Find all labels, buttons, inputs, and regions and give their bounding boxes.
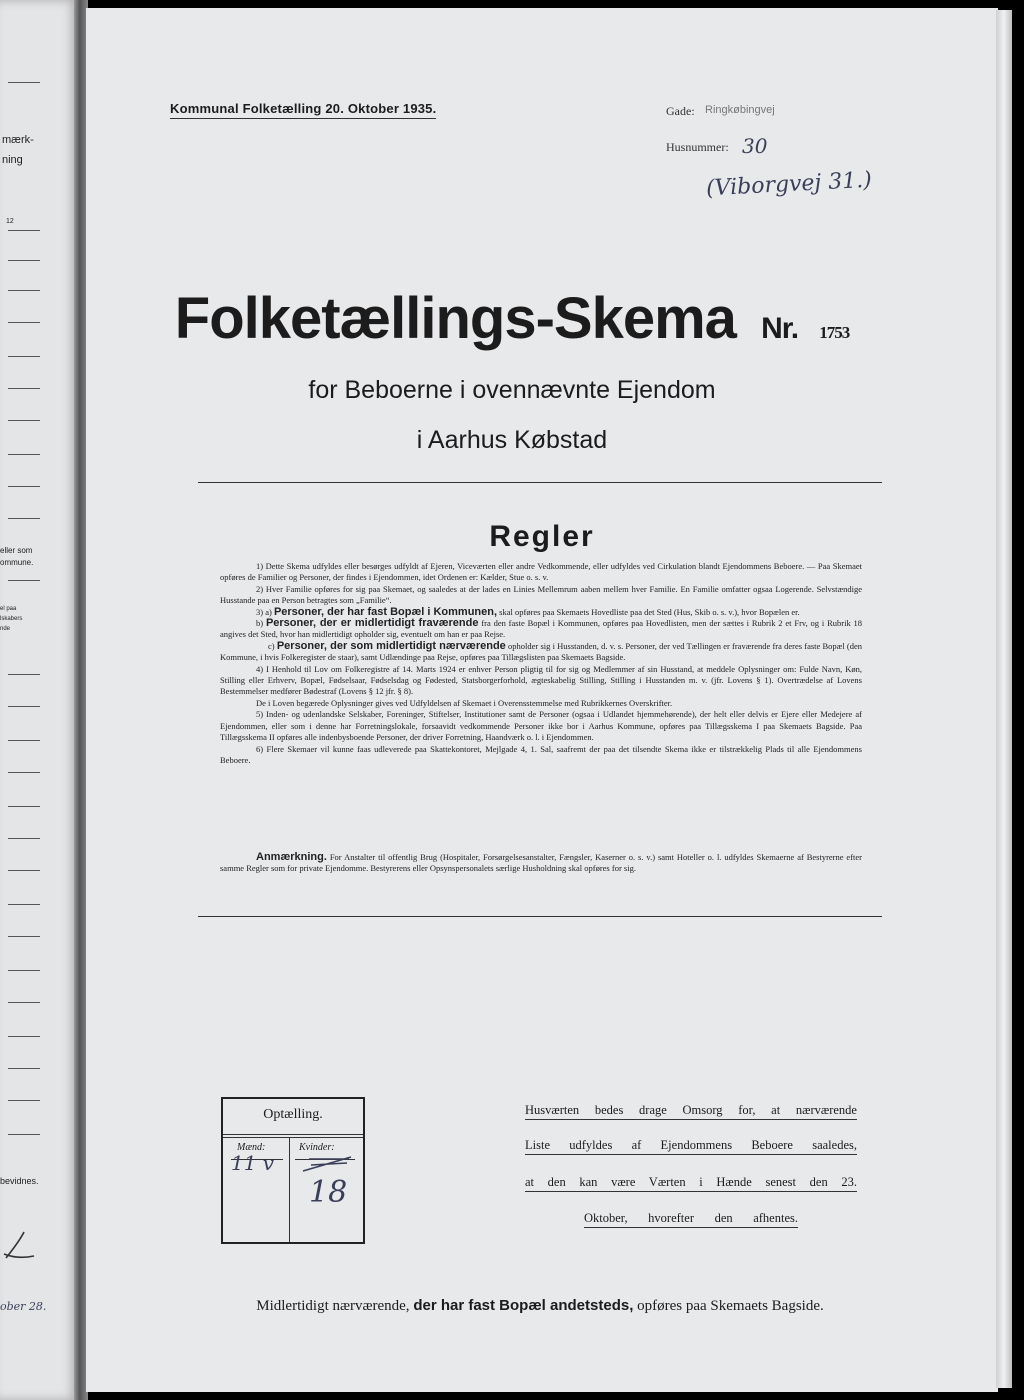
street-value: Ringkøbingvej (705, 104, 775, 116)
rule-4: 4) I Henhold til Lov om Folkeregistre af 14. Marts 1924 er enhver Person pligtig til for sig og Medlemmer af sin Husstand, at meddele Oplysninger om: Fulde Navn, Køn, Stilling eller Erhverv, Bopæl, Fødselsaar, Fødselsdag og Fødested, Statsborgerforhold, ægteskabelig Stilling, Stilling i Husstanden m. v. (jfr. Lovens § 1). Overtrædelse af Lovens Bestemmelser medfører Bødestraf (Lovens § 12 jfr. § 8). (220, 663, 862, 697)
street-label: Gade: (666, 104, 695, 118)
men-label: Mænd: (237, 1142, 266, 1153)
form-number-label: Nr. (761, 312, 799, 345)
landlord-notice-line-3: at den kan være Værten i Hænde senest den 23. (525, 1175, 857, 1192)
rule-3c: c) Personer, der som midlertidigt nærværende opholder sig i Husstanden, d. v. s. Personer, der ved Tællingen er fraværende fra deres faste Bopæl (den Kommune, i hvis Folkeregister de staar), samt Udlændinge paa Rejse, opføres paa Tillægslisten paa Skemaets Bagside. (220, 639, 863, 663)
count-box-divider (223, 1134, 363, 1135)
rules-heading: Regler (489, 520, 595, 553)
previous-page-line (8, 486, 40, 487)
men-count: 11 v (231, 1151, 275, 1175)
previous-page-line (8, 356, 40, 357)
landlord-notice-line-1: Husværten bedes drage Omsorg for, at nærværende (525, 1103, 857, 1120)
note-block (220, 852, 862, 875)
form-number-value: 1753 (819, 323, 850, 342)
footer-part-3: opføres paa Skemaets Bagside. (637, 1298, 824, 1314)
census-title: Kommunal Folketælling 20. Oktober 1935. (170, 101, 436, 119)
previous-page-line (8, 230, 40, 231)
previous-page-line (8, 1068, 40, 1069)
previous-page-edge (0, 0, 78, 1400)
rules-body (220, 561, 862, 766)
note-label: Anmærkning. (256, 851, 327, 863)
previous-page-line (8, 706, 40, 707)
previous-page-text: lskabers (0, 616, 23, 622)
previous-page-text: el paa (0, 606, 17, 612)
previous-page-line (8, 1100, 40, 1101)
form-subtitle-2: i Aarhus Købstad (416, 426, 608, 454)
form-subtitle-1: for Beboerne i ovennævnte Ejendom (308, 376, 716, 404)
previous-page-line (8, 870, 40, 871)
previous-page-text: eller som (0, 546, 33, 555)
previous-page-line (8, 806, 40, 807)
divider (198, 916, 882, 917)
previous-page-line (8, 674, 40, 675)
women-count: 18 (309, 1175, 348, 1210)
divider (198, 482, 882, 483)
landlord-notice-line-2: Liste udfyldes af Ejendommens Beboere saaledes, (525, 1138, 857, 1155)
previous-page-line (8, 1036, 40, 1037)
house-number-value: 30 (742, 134, 768, 158)
previous-page-line (8, 518, 40, 519)
previous-page-line (8, 420, 40, 421)
previous-page-text: bevidnes. (0, 1176, 39, 1186)
page-stack-edge (996, 10, 1012, 1388)
footer-part-1: Midlertidigt nærværende, (256, 1298, 410, 1314)
rule-5: 5) Inden- og udenlandske Selskaber, Foreninger, Stiftelser, Institutioner samt de Personer (ogsaa i Udlandet hjemmehørende), der helt eller delvis er Ejere eller Medejere af Ejendommen, eller som i denne har Forretningslokale, forsaavidt vedkommende Personer ikke bor i Aarhus Kommune, opføres paa Tillægsskema I paa Skemaets Bagside. Paa Tillægsskema II opføres alle indenbysboende Personer, der driver Forretning, Haandværk o. l. i Ejendommen. (220, 709, 862, 743)
form-title (0, 285, 1024, 352)
footer-part-2: der har fast Bopæl andetsteds, (413, 1297, 634, 1314)
previous-page-line (8, 838, 40, 839)
rule-2: 2) Hver Familie opføres for sig paa Skemaet, og saaledes at der lades en Linies Mellemrum aaben mellem hver Familie. En Familie omfatter ogsaa Logerende. Selvstændige Husstande paa en Person betragtes som „Familie“. (220, 583, 862, 606)
landlord-notice-line-4: Oktober, hvorefter den afhentes. (584, 1211, 798, 1228)
handwritten-note: (Viborgvej 31.) (705, 167, 873, 202)
previous-page-text: ning (2, 154, 23, 166)
note-text: For Anstalter til offentlig Brug (Hospitaler, Forsørgelsesanstalter, Fængsler, Kaserner o. s. v.) samt Hoteller o. l. udfyldes Skemaerne af Bestyrerne efter samme Regler som for private Ejendomme. Bestyrerens eller Opsynspersonalets særlige Husholdning skal opføres for sig. (220, 852, 862, 874)
count-box-title: Optælling. (263, 1107, 323, 1122)
previous-page-line (8, 904, 40, 905)
footer-instruction (0, 1297, 1024, 1315)
rule-1: 1) Dette Skema udfyldes eller besørges udfyldt af Ejeren, Viceværten eller andre Vedkommende, eller udfyldes ved Cirkulation blandt Ejendommens Beboere. — Paa Skemaet opføres de Familier og Personer, der findes i Ejendommen, idet Ordenen er: Kælder, Stue o. s. v. (220, 561, 862, 583)
count-box-divider (223, 1137, 363, 1138)
previous-page-line (8, 772, 40, 773)
previous-page-line (8, 260, 40, 261)
handwritten-mark-icon (0, 1228, 40, 1268)
rule-6: 6) Flere Skemaer vil kunne faas udleverede paa Skattekontoret, Mejlgade 4, 1. Sal, saafremt der paa det tilsendte Skema ikke er tilstrækkelig Plads til alle Ejendommens Beboere. (220, 743, 862, 765)
previous-page-line (8, 740, 40, 741)
women-label: Kvinder: (299, 1142, 335, 1153)
form-title-main: Folketællings-Skema (174, 286, 736, 351)
previous-page-text: mærk- (2, 134, 34, 146)
count-box (221, 1097, 365, 1244)
previous-page-line (8, 970, 40, 971)
previous-page-text: ommune. (0, 558, 34, 567)
previous-page-line (8, 580, 40, 581)
previous-page-text: nde (0, 626, 11, 632)
previous-page-text: 12 (6, 218, 14, 225)
rule-3a: 3) a) Personer, der har fast Bopæl i Kommunen, skal opføres paa Skemaets Hovedliste paa det Sted (Hus, Skib o. s. v.), hvor Bopælen er. (256, 605, 800, 618)
house-number-label: Husnummer: (666, 140, 729, 154)
rule-3b: b) Personer, der er midlertidigt fraværende fra den faste Bopæl i Kommunen, opføres paa Hovedlisten, men der sættes i Rubrik 2 et Frv, og i Rubrik 18 angives det Sted, hvor han midlertidigt opholder sig, eventuelt om han er paa Rejse. (220, 617, 863, 640)
rule-4b: De i Loven begærede Oplysninger gives ved Udfyldelsen af Skemaet i Overensstemmelse med Rubrikkernes Overskrifter. (256, 697, 673, 708)
previous-page-line (8, 82, 40, 83)
count-box-column-divider (289, 1137, 290, 1242)
previous-page-line (8, 936, 40, 937)
previous-page-line (8, 1134, 40, 1135)
previous-page-line (8, 1002, 40, 1003)
previous-page-handwriting: ober 28. (0, 1300, 47, 1313)
